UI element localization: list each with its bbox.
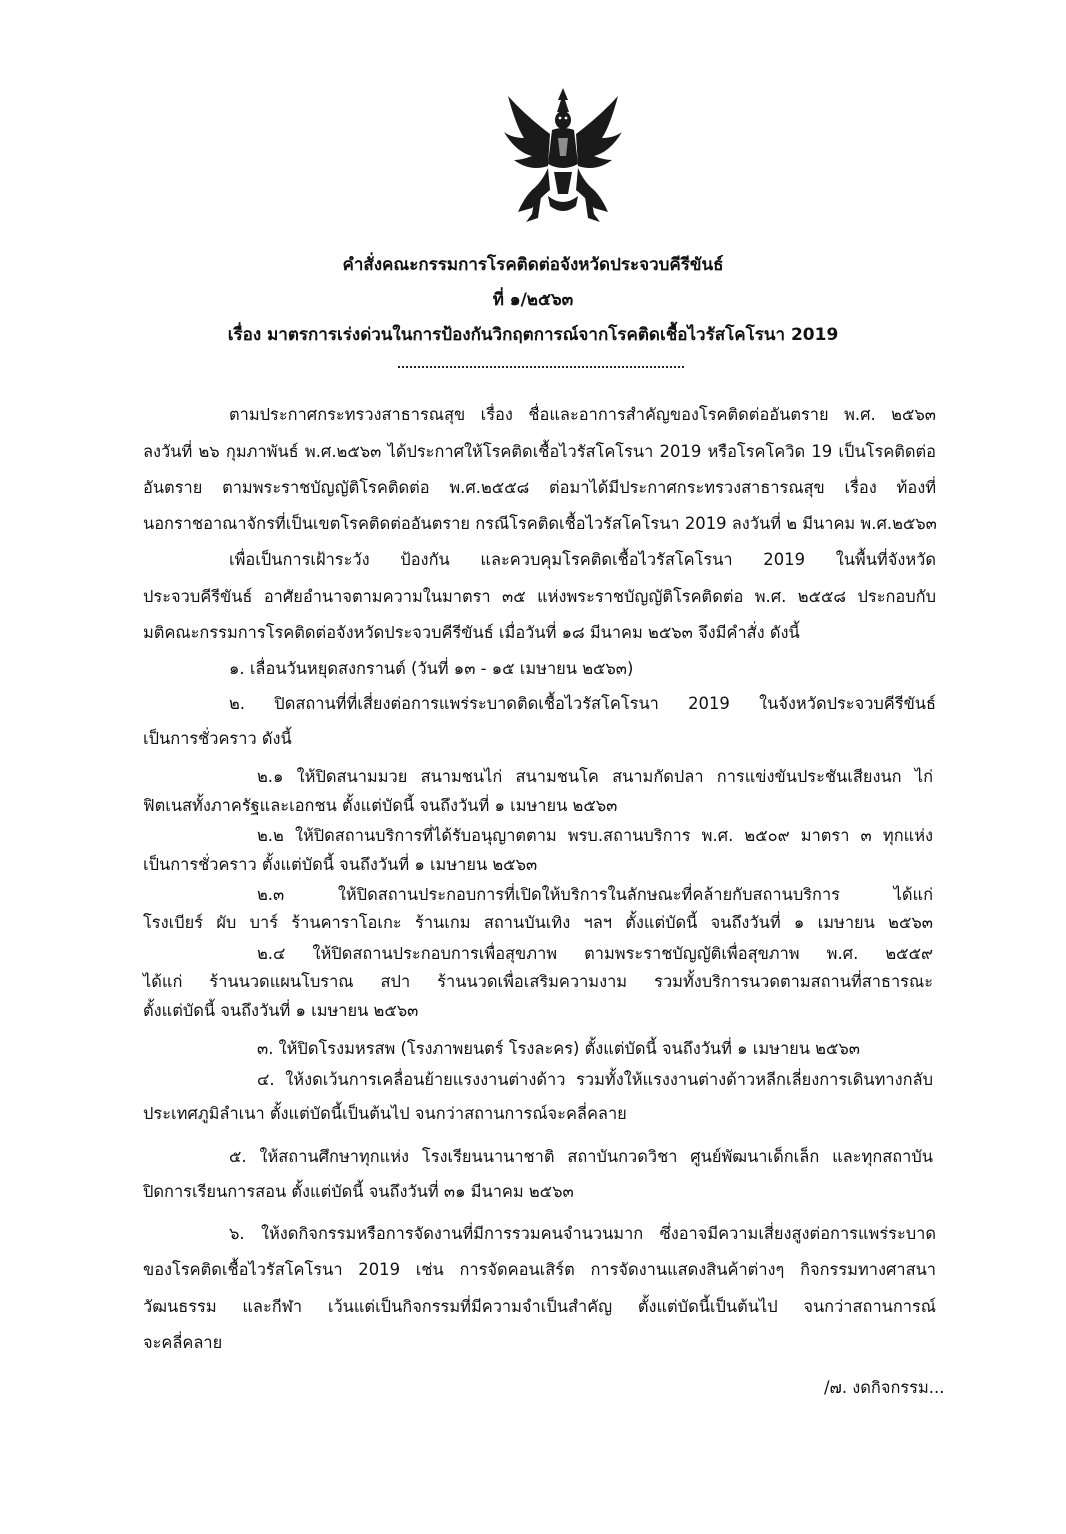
body-line: เป็นการชั่วคราว ดังนี้ — [143, 729, 292, 748]
body-line: ปิดการเรียนการสอน ตั้งแต่บัดนี้ จนถึงวันที่ ๓๑ มีนาคม ๒๕๖๓ — [143, 1182, 574, 1201]
dotted-divider — [398, 366, 684, 368]
body-line: ตั้งแต่บัดนี้ จนถึงวันที่ ๑ เมษายน ๒๕๖๓ — [143, 1001, 419, 1020]
body-line: ๑. เลื่อนวันหยุดสงกรานต์ (วันที่ ๑๓ - ๑๕ เมษายน ๒๕๖๓) — [229, 659, 634, 678]
body-line: ๒.๑ ให้ปิดสนามมวย สนามชนไก่ สนามชนโค สนามกัดปลา การแข่งขันประชันเสียงนก ไก่ — [257, 767, 933, 786]
order-number: ที่ ๑/๒๕๖๓ — [492, 290, 574, 310]
body-line: จะคลี่คลาย — [143, 1333, 223, 1352]
body-line: ๕. ให้สถานศึกษาทุกแห่ง โรงเรียนนานาชาติ สถาบันกวดวิชา ศูนย์พัฒนาเด็กเล็ก และทุกสถาบัน — [229, 1147, 933, 1166]
body-line: ๒.๒ ให้ปิดสถานบริการที่ได้รับอนุญาตตาม พรบ.สถานบริการ พ.ศ. ๒๕๐๙ มาตรา ๓ ทุกแห่ง — [257, 826, 933, 845]
body-line: เพื่อเป็นการเฝ้าระวัง ป้องกัน และควบคุมโรคติดเชื้อไวรัสโคโรนา 2019 ในพื้นที่จังหวัด — [229, 550, 936, 569]
body-line: ลงวันที่ ๒๖ กุมภาพันธ์ พ.ศ.๒๕๖๓ ได้ประกาศให้โรคติดเชื้อไวรัสโคโรนา 2019 หรือโรคโควิด 19 เป็นโรคติดต่อ — [143, 442, 936, 461]
body-line: อันตราย ตามพระราชบัญญัติโรคติดต่อ พ.ศ.๒๕๕๘ ต่อมาได้มีประกาศกระทรวงสาธารณสุข เรื่อง ท้องที่ — [143, 478, 936, 497]
body-line: โรงเบียร์ ผับ บาร์ ร้านคาราโอเกะ ร้านเกม สถานบันเทิง ฯลฯ ตั้งแต่บัดนี้ จนถึงวันที่ ๑ เมษายน ๒๕๖๓ — [143, 913, 933, 932]
body-line: มติคณะกรรมการโรคติดต่อจังหวัดประจวบคีรีขันธ์ เมื่อวันที่ ๑๘ มีนาคม ๒๕๖๓ จึงมีคำสั่ง ดังนี้ — [143, 623, 800, 642]
body-line: ของโรคติดเชื้อไวรัสโคโรนา 2019 เช่น การจัดคอนเสิร์ต การจัดงานแสดงสินค้าต่างๆ กิจกรรมทางศาสนา — [143, 1260, 936, 1279]
body-line: เป็นการชั่วคราว ตั้งแต่บัดนี้ จนถึงวันที่ ๑ เมษายน ๒๕๖๓ — [143, 855, 538, 874]
body-line: ๒. ปิดสถานที่ที่เสี่ยงต่อการแพร่ระบาดติดเชื้อไวรัสโคโรนา 2019 ในจังหวัดประจวบคีรีขันธ์ — [229, 694, 936, 713]
body-line: ประเทศภูมิลำเนา ตั้งแต่บัดนี้เป็นต้นไป จนกว่าสถานการณ์จะคลี่คลาย — [143, 1104, 627, 1123]
body-line: ประจวบคีรีขันธ์ อาศัยอำนาจตามความในมาตรา ๓๕ แห่งพระราชบัญญัติโรคติดต่อ พ.ศ. ๒๕๕๘ ประกอบกับ — [143, 587, 936, 606]
document-title: คำสั่งคณะกรรมการโรคติดต่อจังหวัดประจวบคีรีขันธ์ — [342, 255, 724, 275]
subject-line: เรื่อง มาตรการเร่งด่วนในการป้องกันวิกฤตการณ์จากโรคติดเชื้อไวรัสโคโรนา 2019 — [227, 325, 839, 345]
body-line: นอกราชอาณาจักรที่เป็นเขตโรคติดต่ออันตราย กรณีโรคติดเชื้อไวรัสโคโรนา 2019 ลงวันที่ ๒ มีนาคม พ.ศ.๒๕๖๓ — [143, 514, 937, 533]
body-line: ตามประกาศกระทรวงสาธารณสุข เรื่อง ชื่อและอาการสำคัญของโรคติดต่ออันตราย พ.ศ. ๒๕๖๓ — [229, 405, 936, 424]
body-line: ๓. ให้ปิดโรงมหรสพ (โรงภาพยนตร์ โรงละคร) ตั้งแต่บัดนี้ จนถึงวันที่ ๑ เมษายน ๒๕๖๓ — [257, 1039, 860, 1058]
body-line: วัฒนธรรม และกีฬา เว้นแต่เป็นกิจกรรมที่มีความจำเป็นสำคัญ ตั้งแต่บัดนี้เป็นต้นไป จนกว่าสถานการณ์ — [143, 1297, 936, 1316]
body-line: ๔. ให้งดเว้นการเคลื่อนย้ายแรงงานต่างด้าว รวมทั้งให้แรงงานต่างด้าวหลีกเลี่ยงการเดินทางกลับ — [257, 1070, 933, 1089]
body-line: ๒.๓ ให้ปิดสถานประกอบการที่เปิดให้บริการในลักษณะที่คล้ายกับสถานบริการ ได้แก่ — [257, 885, 933, 904]
body-line: ได้แก่ ร้านนวดแผนโบราณ สปา ร้านนวดเพื่อเสริมความงาม รวมทั้งบริการนวดตามสถานที่สาธารณะ — [143, 972, 933, 991]
body-line: ฟิตเนสทั้งภาครัฐและเอกชน ตั้งแต่บัดนี้ จนถึงวันที่ ๑ เมษายน ๒๕๖๓ — [143, 796, 618, 815]
garuda-emblem-icon — [502, 86, 624, 226]
body-line: ๒.๔ ให้ปิดสถานประกอบการเพื่อสุขภาพ ตามพระราชบัญญัติเพื่อสุขภาพ พ.ศ. ๒๕๕๙ — [257, 944, 933, 963]
body-line: ๖. ให้งดกิจกรรมหรือการจัดงานที่มีการรวมคนจำนวนมาก ซึ่งอาจมีความเสี่ยงสูงต่อการแพร่ระบาด — [229, 1224, 936, 1243]
page-continuation: /๗. งดกิจกรรม... — [824, 1378, 945, 1397]
